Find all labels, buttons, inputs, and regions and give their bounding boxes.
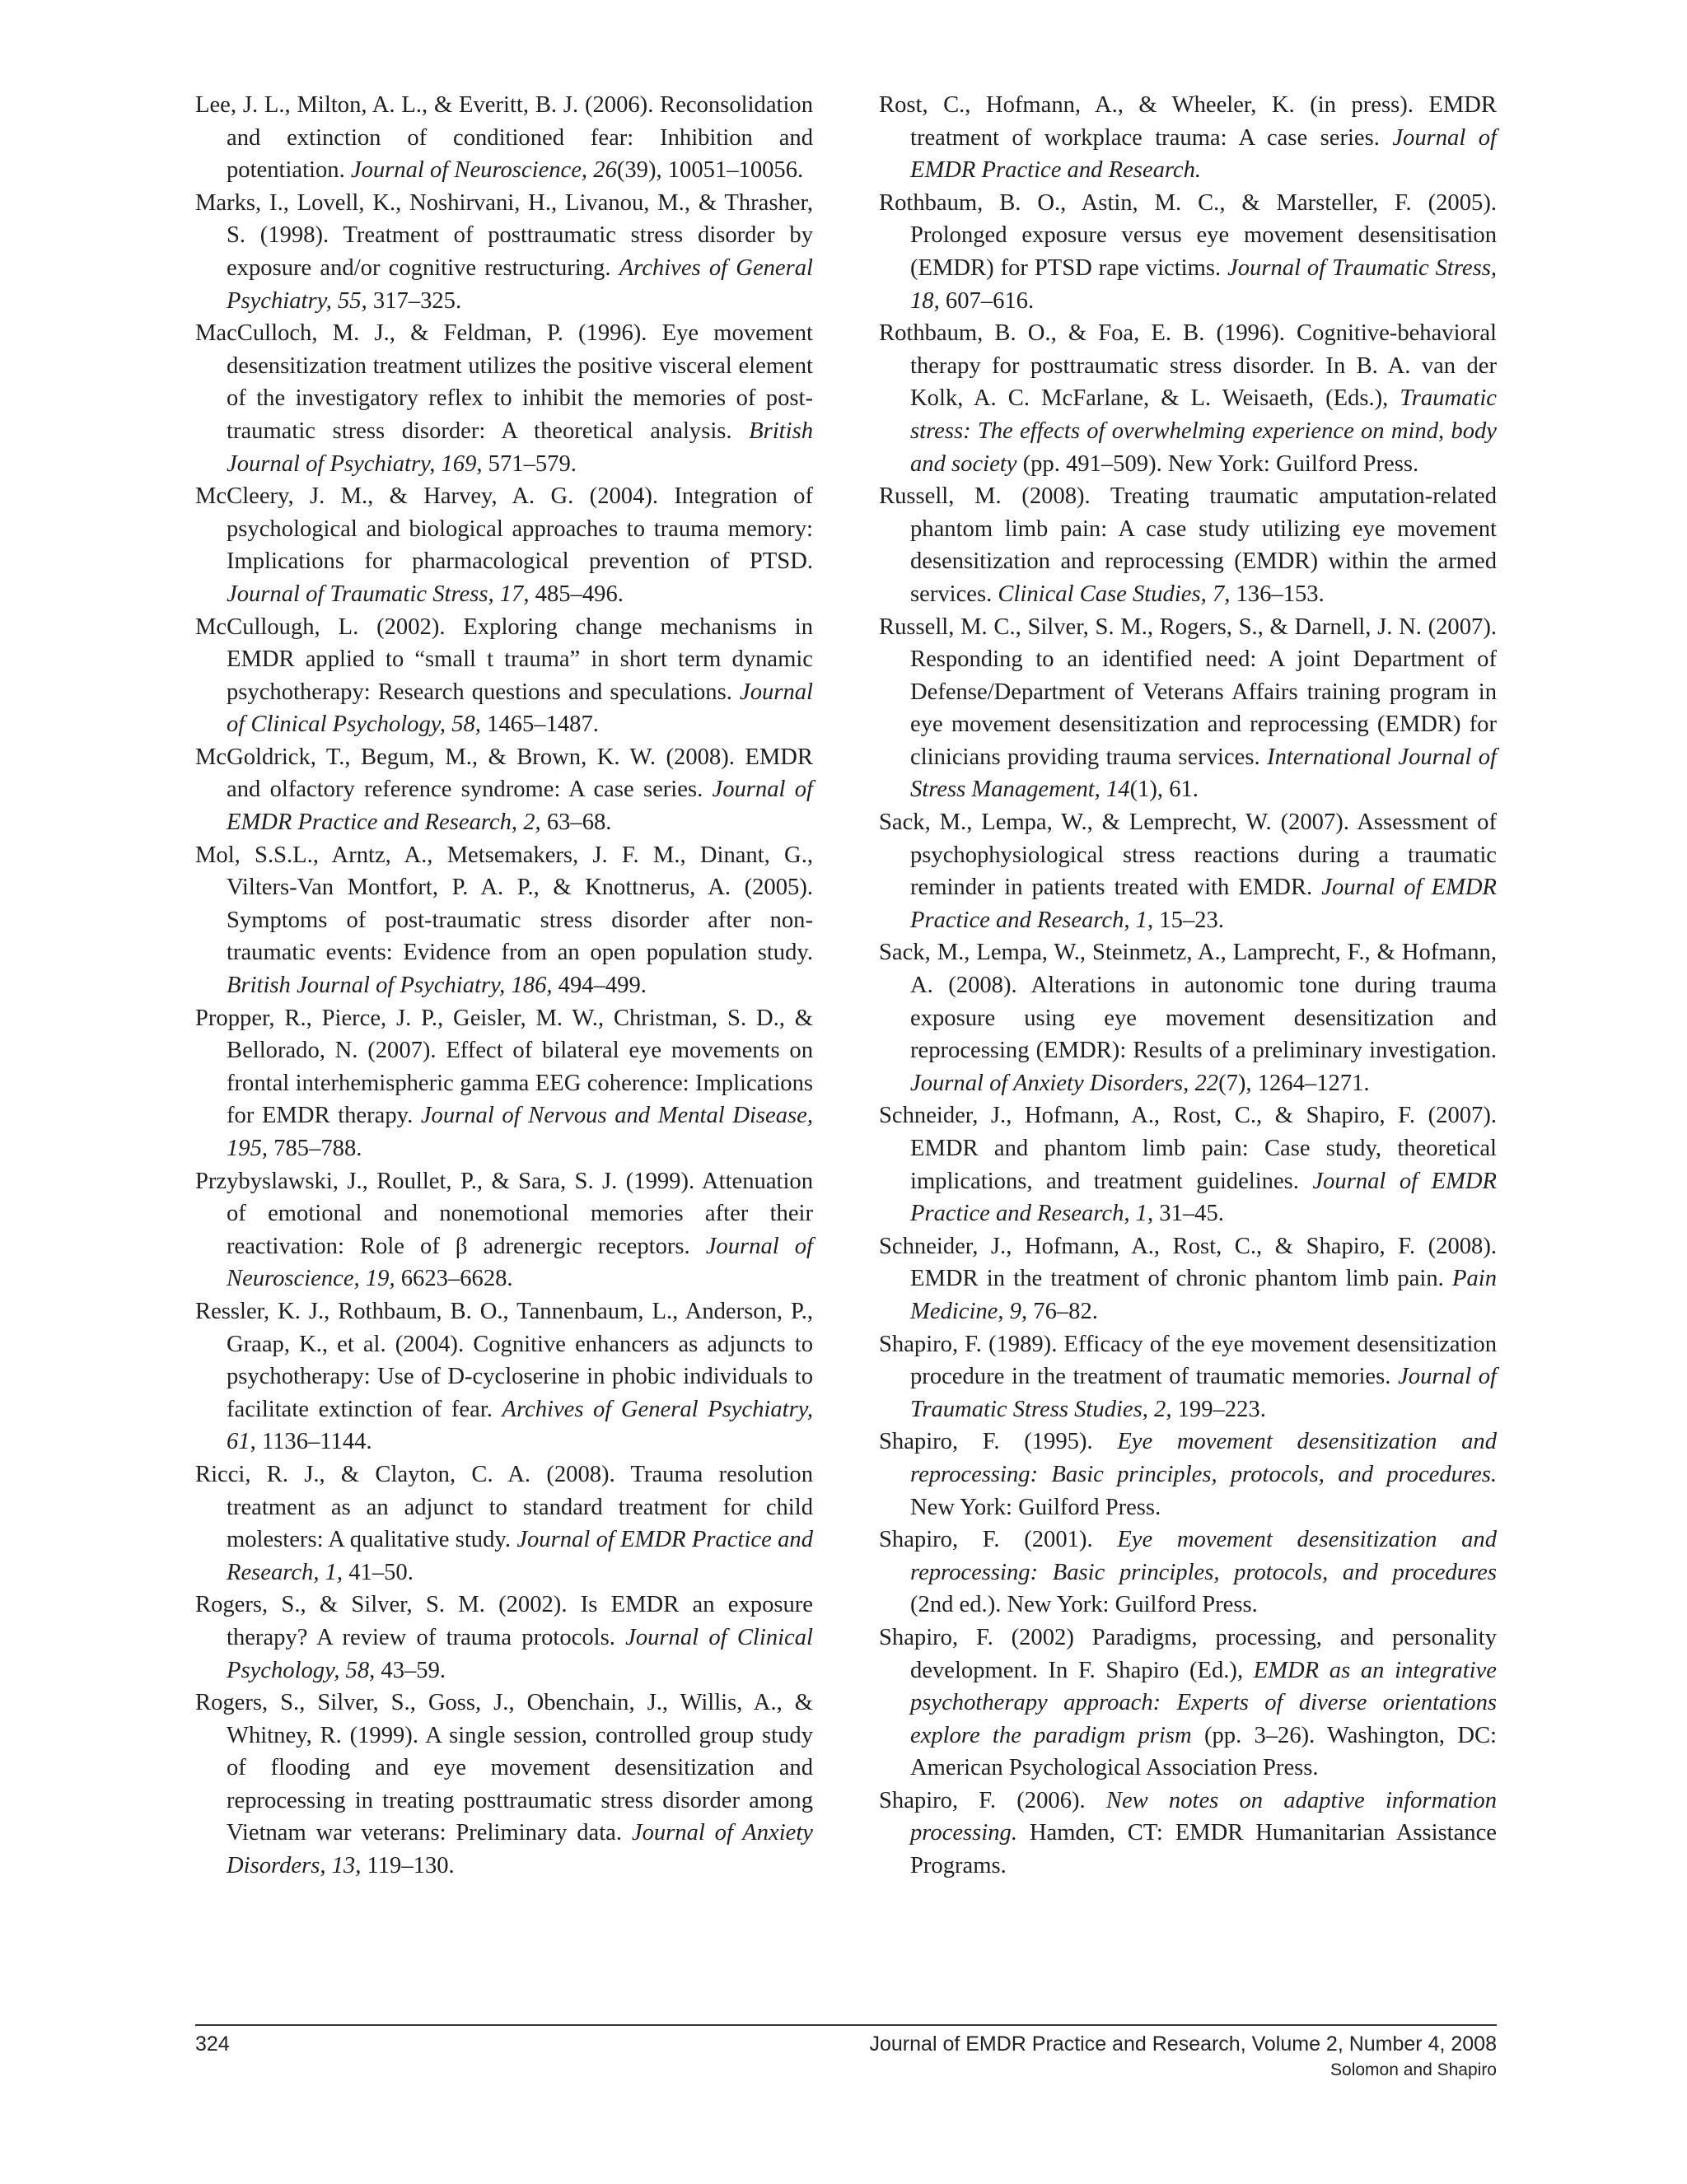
- running-head: Solomon and Shapiro: [1330, 2060, 1497, 2079]
- reference-entry: Rogers, S., Silver, S., Goss, J., Obenchain, J., Willis, A., & Whitney, R. (1999). A single session, controlled group study of flooding and eye movement desensitization and reprocessing in treating posttraumatic stress disorder among Vietnam war veterans: Preliminary data. Journal of Anxiety Disorders, 13, 119–130.: [195, 1690, 813, 1879]
- reference-entry: McCleery, J. M., & Harvey, A. G. (2004). Integration of psychological and biological approaches to trauma memory: Implications for pharmacological prevention of PTSD. Journal of Traumatic Stress, 17, 485–496.: [195, 483, 813, 607]
- footer-rule: [195, 2024, 1497, 2026]
- left-column: [195, 89, 813, 1883]
- reference-entry: Ressler, K. J., Rothbaum, B. O., Tannenbaum, L., Anderson, P., Graap, K., et al. (2004). Cognitive enhancers as adjuncts to psychotherapy: Use of D-cycloserine in phobic individuals to facilitate extinction of fear. Archives of General Psychiatry, 61, 1136–1144.: [195, 1298, 813, 1455]
- right-column: [879, 89, 1497, 1883]
- journal-citation: Journal of EMDR Practice and Research, Volume 2, Number 4, 2008: [869, 2032, 1497, 2056]
- reference-entry: Rothbaum, B. O., Astin, M. C., & Marsteller, F. (2005). Prolonged exposure versus eye movement desensitisation (EMDR) for PTSD rape victims. Journal of Traumatic Stress, 18, 607–616.: [879, 189, 1497, 314]
- reference-entry: Shapiro, F. (1995). Eye movement desensitization and reprocessing: Basic principles, protocols, and procedures. New York: Guilford Press.: [879, 1429, 1497, 1520]
- reference-entry: Shapiro, F. (2002) Paradigms, processing, and personality development. In F. Shapiro (Ed.), EMDR as an integrative psychotherapy approach: Experts of diverse orientations explore the paradigm prism (pp. 3–26). Washington, DC: American Psychological Association Press.: [879, 1624, 1498, 1781]
- reference-entry: Shapiro, F. (2006). New notes on adaptive information processing. Hamden, CT: EMDR Humanitarian Assistance Programs.: [879, 1787, 1497, 1879]
- reference-entry: Schneider, J., Hofmann, A., Rost, C., & Shapiro, F. (2008). EMDR in the treatment of chronic phantom limb pain. Pain Medicine, 9, 76–82.: [879, 1233, 1497, 1324]
- reference-entry: Rogers, S., & Silver, S. M. (2002). Is EMDR an exposure therapy? A review of trauma protocols. Journal of Clinical Psychology, 58, 43–59.: [195, 1592, 813, 1683]
- reference-entry: Przybyslawski, J., Roullet, P., & Sara, S. J. (1999). Attenuation of emotional and nonemotional memories after their reactivation: Role of β adrenergic receptors. Journal of Neuroscience, 19, 6623–6628.: [195, 1168, 813, 1292]
- reference-entry: McGoldrick, T., Begum, M., & Brown, K. W. (2008). EMDR and olfactory reference syndrome: A case series. Journal of EMDR Practice and Research, 2, 63–68.: [195, 744, 813, 836]
- reference-entry: Ricci, R. J., & Clayton, C. A. (2008). Trauma resolution treatment as an adjunct to standard treatment for child molesters: A qualitative study. Journal of EMDR Practice and Research, 1, 41–50.: [195, 1461, 813, 1585]
- reference-entry: Russell, M. C., Silver, S. M., Rogers, S., & Darnell, J. N. (2007). Responding to an identified need: A joint Department of Defense/Department of Veterans Affairs training program in eye movement desensitization and reprocessing (EMDR) for clinicians providing trauma services. International Journal of Stress Management, 14(1), 61.: [879, 614, 1497, 803]
- reference-entry: Propper, R., Pierce, J. P., Geisler, M. W., Christman, S. D., & Bellorado, N. (2007). Effect of bilateral eye movements on frontal interhemispheric gamma EEG coherence: Implications for EMDR therapy. Journal of Nervous and Mental Disease, 195, 785–788.: [195, 1005, 813, 1161]
- reference-entry: Russell, M. (2008). Treating traumatic amputation-related phantom limb pain: A case study utilizing eye movement desensitization and reprocessing (EMDR) within the armed services. Clinical Case Studies, 7, 136–153.: [879, 483, 1497, 607]
- reference-entry: Sack, M., Lempa, W., & Lemprecht, W. (2007). Assessment of psychophysiological stress reactions during a traumatic reminder in patients treated with EMDR. Journal of EMDR Practice and Research, 1, 15–23.: [879, 810, 1498, 933]
- reference-entry: MacCulloch, M. J., & Feldman, P. (1996). Eye movement desensitization treatment utilizes the positive visceral element of the investigatory reflex to inhibit the memories of post-traumatic stress disorder: A theoretical analysis. British Journal of Psychiatry, 169, 571–579.: [195, 320, 813, 477]
- reference-entry: Shapiro, F. (2001). Eye movement desensitization and reprocessing: Basic principles, protocols, and procedures (2nd ed.). New York: Guilford Press.: [879, 1527, 1497, 1618]
- reference-entry: Shapiro, F. (1989). Efficacy of the eye movement desensitization procedure in the treatment of traumatic memories. Journal of Traumatic Stress Studies, 2, 199–223.: [879, 1331, 1497, 1422]
- reference-entry: Schneider, J., Hofmann, A., Rost, C., & Shapiro, F. (2007). EMDR and phantom limb pain: Case study, theoretical implications, and treatment guidelines. Journal of EMDR Practice and Research, 1, 31–45.: [879, 1103, 1497, 1227]
- reference-entry: Mol, S.S.L., Arntz, A., Metsemakers, J. F. M., Dinant, G., Vilters-Van Montfort, P. A. P., & Knottnerus, A. (2005). Symptoms of post-traumatic stress disorder after non-traumatic events: Evidence from an open population study. British Journal of Psychiatry, 186, 494–499.: [195, 842, 813, 999]
- page-number: 324: [195, 2032, 230, 2056]
- reference-entry: McCullough, L. (2002). Exploring change mechanisms in EMDR applied to “small t trauma” in short term dynamic psychotherapy: Research questions and speculations. Journal of Clinical Psychology, 58, 1465–1487.: [195, 614, 813, 738]
- reference-entry: Rothbaum, B. O., & Foa, E. B. (1996). Cognitive-behavioral therapy for posttraumatic stress disorder. In B. A. van der Kolk, A. C. McFarlane, & L. Weisaeth, (Eds.), Traumatic stress: The effects of overwhelming experience on mind, body and society (pp. 491–509). New York: Guilford Press.: [879, 320, 1497, 477]
- reference-entry: Sack, M., Lempa, W., Steinmetz, A., Lamprecht, F., & Hofmann, A. (2008). Alterations in autonomic tone during trauma exposure using eye movement desensitization and reprocessing (EMDR): Results of a preliminary investigation. Journal of Anxiety Disorders, 22(7), 1264–1271.: [879, 940, 1497, 1096]
- reference-entry: Marks, I., Lovell, K., Noshirvani, H., Livanou, M., & Thrasher, S. (1998). Treatment of posttraumatic stress disorder by exposure and/or cognitive restructuring. Archives of General Psychiatry, 55, 317–325.: [195, 189, 813, 314]
- reference-entry: Rost, C., Hofmann, A., & Wheeler, K. (in press). EMDR treatment of workplace trauma: A case series. Journal of EMDR Practice and Research.: [879, 92, 1497, 184]
- reference-entry: Lee, J. L., Milton, A. L., & Everitt, B. J. (2006). Reconsolidation and extinction of conditioned fear: Inhibition and potentiation. Journal of Neuroscience, 26(39), 10051–10056.: [195, 92, 813, 184]
